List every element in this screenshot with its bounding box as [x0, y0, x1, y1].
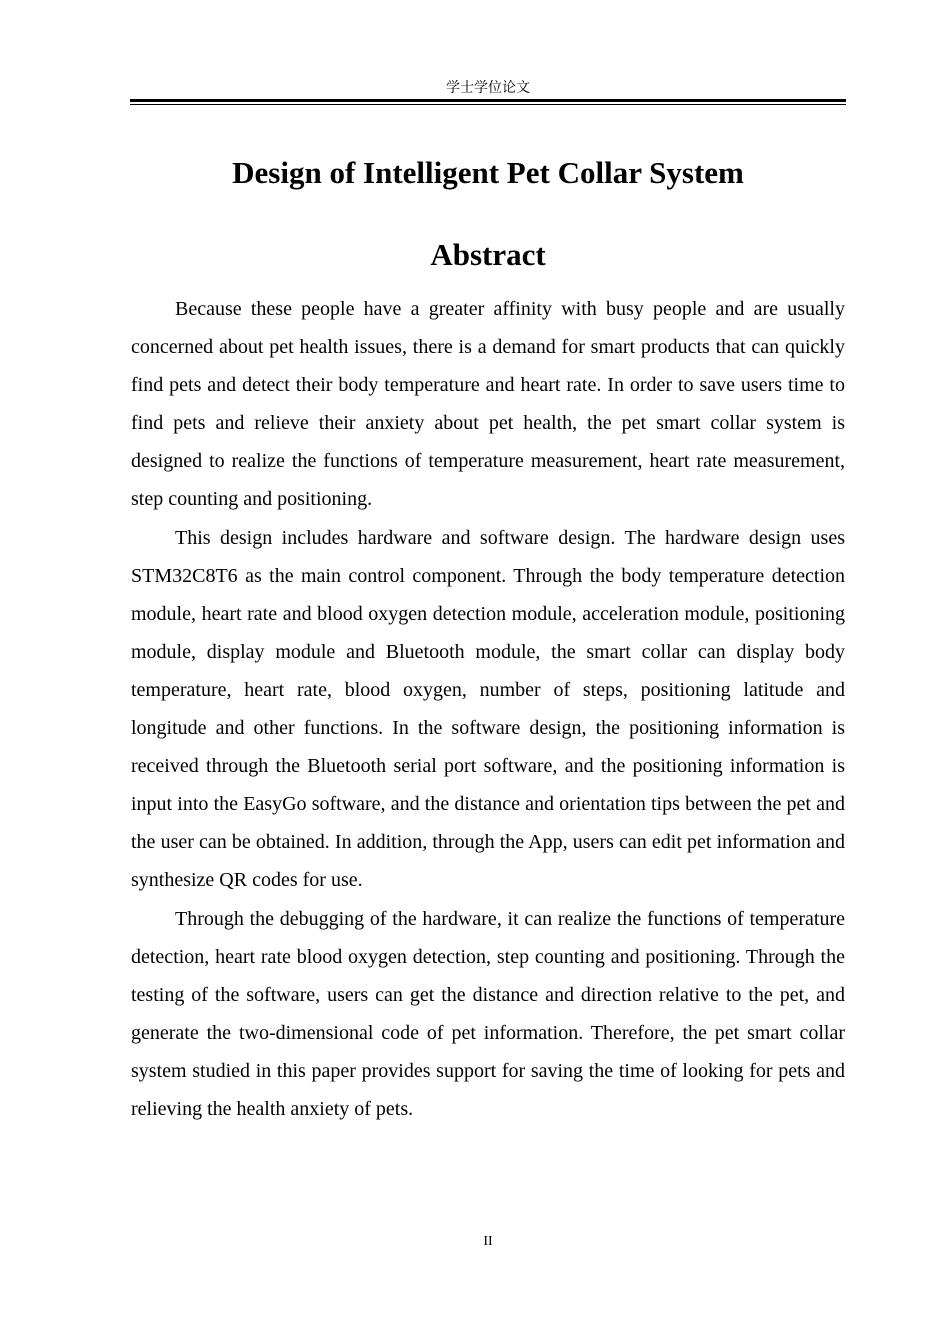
abstract-heading: Abstract [430, 237, 546, 272]
abstract-paragraph-3: Through the debugging of the hardware, it can realize the functions of temperature detection, heart rate blood oxygen detection, step counting and positioning. Through the testing of the software, users can get the distance and direction relative to the pet, and generate the two-dimensional code of pet information. Therefore, the pet smart collar system studied in this paper provides support for saving the time of looking for pets and relieving the health anxiety of pets. [131, 907, 845, 1120]
abstract-body [131, 290, 845, 1128]
header-rule-thick [130, 99, 846, 102]
header-rule-thin [130, 104, 846, 105]
page-number: II [483, 1234, 493, 1249]
abstract-paragraph-1: Because these people have a greater affinity with busy people and are usually concerned about pet health issues, there is a demand for smart products that can quickly find pets and detect their body temperature and heart rate. In order to save users time to find pets and relieve their anxiety about pet health, the pet smart collar system is designed to realize the functions of temperature measurement, heart rate measurement, step counting and positioning. [131, 298, 845, 511]
abstract-paragraph-2: This design includes hardware and software design. The hardware design uses STM32C8T6 as the main control component. Through the body temperature detection module, heart rate and blood oxygen detection module, acceleration module, positioning module, display module and Bluetooth module, the smart collar can display body temperature, heart rate, blood oxygen, number of steps, positioning latitude and longitude and other functions. In the software design, the positioning information is received through the Bluetooth serial port software, and the positioning information is input into the EasyGo software, and the distance and orientation tips between the pet and the user can be obtained. In addition, through the App, users can edit pet information and synthesize QR codes for use. [131, 526, 845, 892]
paper-title: Design of Intelligent Pet Collar System [232, 155, 744, 190]
running-header: 学士学位论文 [446, 80, 530, 96]
